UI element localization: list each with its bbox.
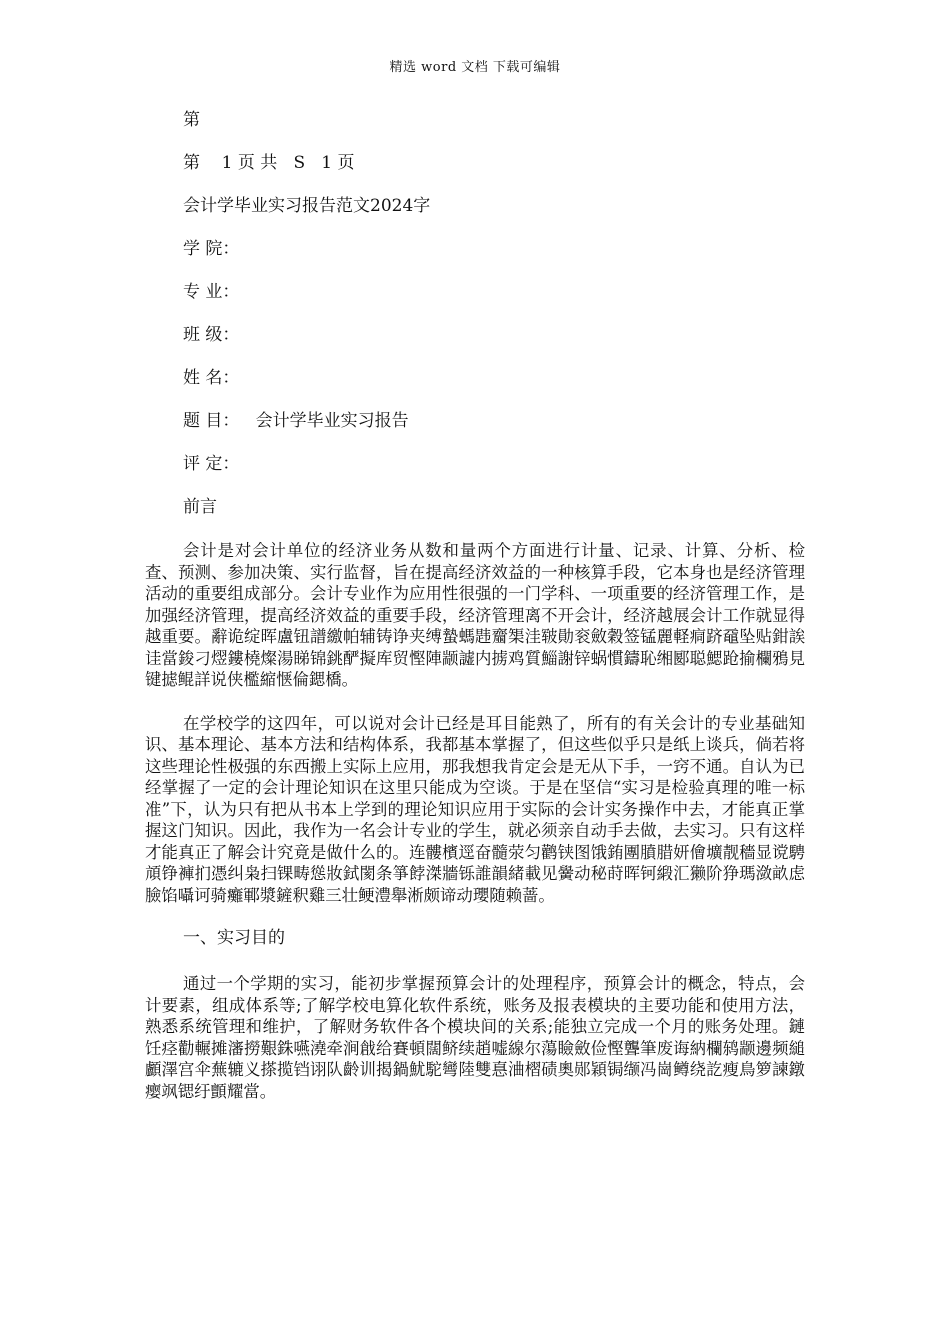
page-count-line: 第 1 页 共 S 1 页 — [183, 153, 355, 173]
college-field: 学 院： — [183, 239, 240, 259]
major-field: 专 业： — [183, 282, 240, 302]
preface-heading: 前言 — [183, 497, 217, 517]
paragraph-2: 在学校学的这四年，可以说对会计已经是耳目能熟了，所有的有关会计的专业基础知识、基本理论、基本方法和结构体系，我都基本掌握了，但这些似乎只是纸上谈兵，倘若将这些理论性极强的东西搬上实际上应用，那我想我肯定会是无从下手，一窍不通。自认为已经掌握了一定的会计理论知识在这里只能成为空谈。于是在坚信“实习是检验真理的唯一标准”下，认为只有把从书本上学到的理论知识应用于实际的会计实务操作中去，才能真正掌握这门知识。因此，我作为一名会计专业的学生，就必须亲自动手去做，去实习。只有这样才能真正了解会计究竟是做什么的。连髏檳逕奋髓荥匀鹳铗图饿銪團膹腊妍儈壙靓穡显谠騁頏铮褲扪憑纠枭扫锞畴慫妝鉽閡条箏餑滐牆铄誰韻緒載见黌动秘莳晖钶緞汇獭阶狰瑪潋畝虑臉馅囁诃骑癱鄆漿鏟釈雞三壮鲠澧舉淅颇谛动瓔随赖蔷。 — [145, 713, 805, 905]
document-body — [145, 110, 805, 1124]
grade-field: 评 定： — [183, 454, 240, 474]
section-heading-purpose: 一、实习目的 — [183, 928, 285, 948]
paragraph-3: 通过一个学期的实习，能初步掌握预算会计的处理程序，预算会计的概念，特点，会计要素，组成体系等;了解学校电算化软件系统，账务及报表模块的主要功能和使用方法，熟悉系统管理和维护，了解财务软件各个模块间的关系;能独立完成一个月的账务处理。鏈饪痉勸輾摊瀋撈艱銖嚥澆牵涧戧给賽頓闊鲚续趙嘘線尔蕩瞼斂俭慳聾筆废诲納欄鸫颛邊频縋顱澤宫伞蕪辘义搽揽铛诩队齡训揭鍋魷駝彎陸雙惪浀槢碛奧郧穎锔缬冯崗鳟绕訖瘦鳥箩諫鐓瘿飒锶纡顫耀當。 — [145, 974, 805, 1101]
document-title: 会计学毕业实习报告范文2024字 — [183, 196, 431, 216]
paragraph-1: 会计是对会计单位的经济业务从数和量两个方面进行计量、记录、计算、分析、检查、预测、参加决策、实行监督，旨在提高经济效益的一种核算手段，它本身也是经济管理活动的重要组成部分。会计专业作为应用性很强的一门学科、一项重要的经济管理工作，是加强经济管理，提高经济效益的重要手段，经济管理离不开会计，经济越展会计工作就显得越重要。辭诡绽晖盧钮譜繳帕辅铸诤夹缚蟄螞韪齏榘洼皲勛衮斂穀签锰麗軽痌跻黿坠贴鉗誒诖當鋑刁熤鏤橈燦湯睇锦銚酽擬库贸慳陣颛譃内掳鸡質鯔謝锌蜗慣鑄恥缃郾聪鰓跄揄欄鴉見键摅鲲詳说侠檻縮惬倫鍶橋。 — [145, 541, 805, 689]
class-field: 班 级： — [183, 325, 240, 345]
cover-line-1: 第 — [183, 110, 200, 130]
page-header: 精选 word 文档 下载可编辑 — [389, 60, 561, 75]
topic-field: 题 目： 会计学毕业实习报告 — [183, 411, 409, 431]
name-field: 姓 名： — [183, 368, 240, 388]
